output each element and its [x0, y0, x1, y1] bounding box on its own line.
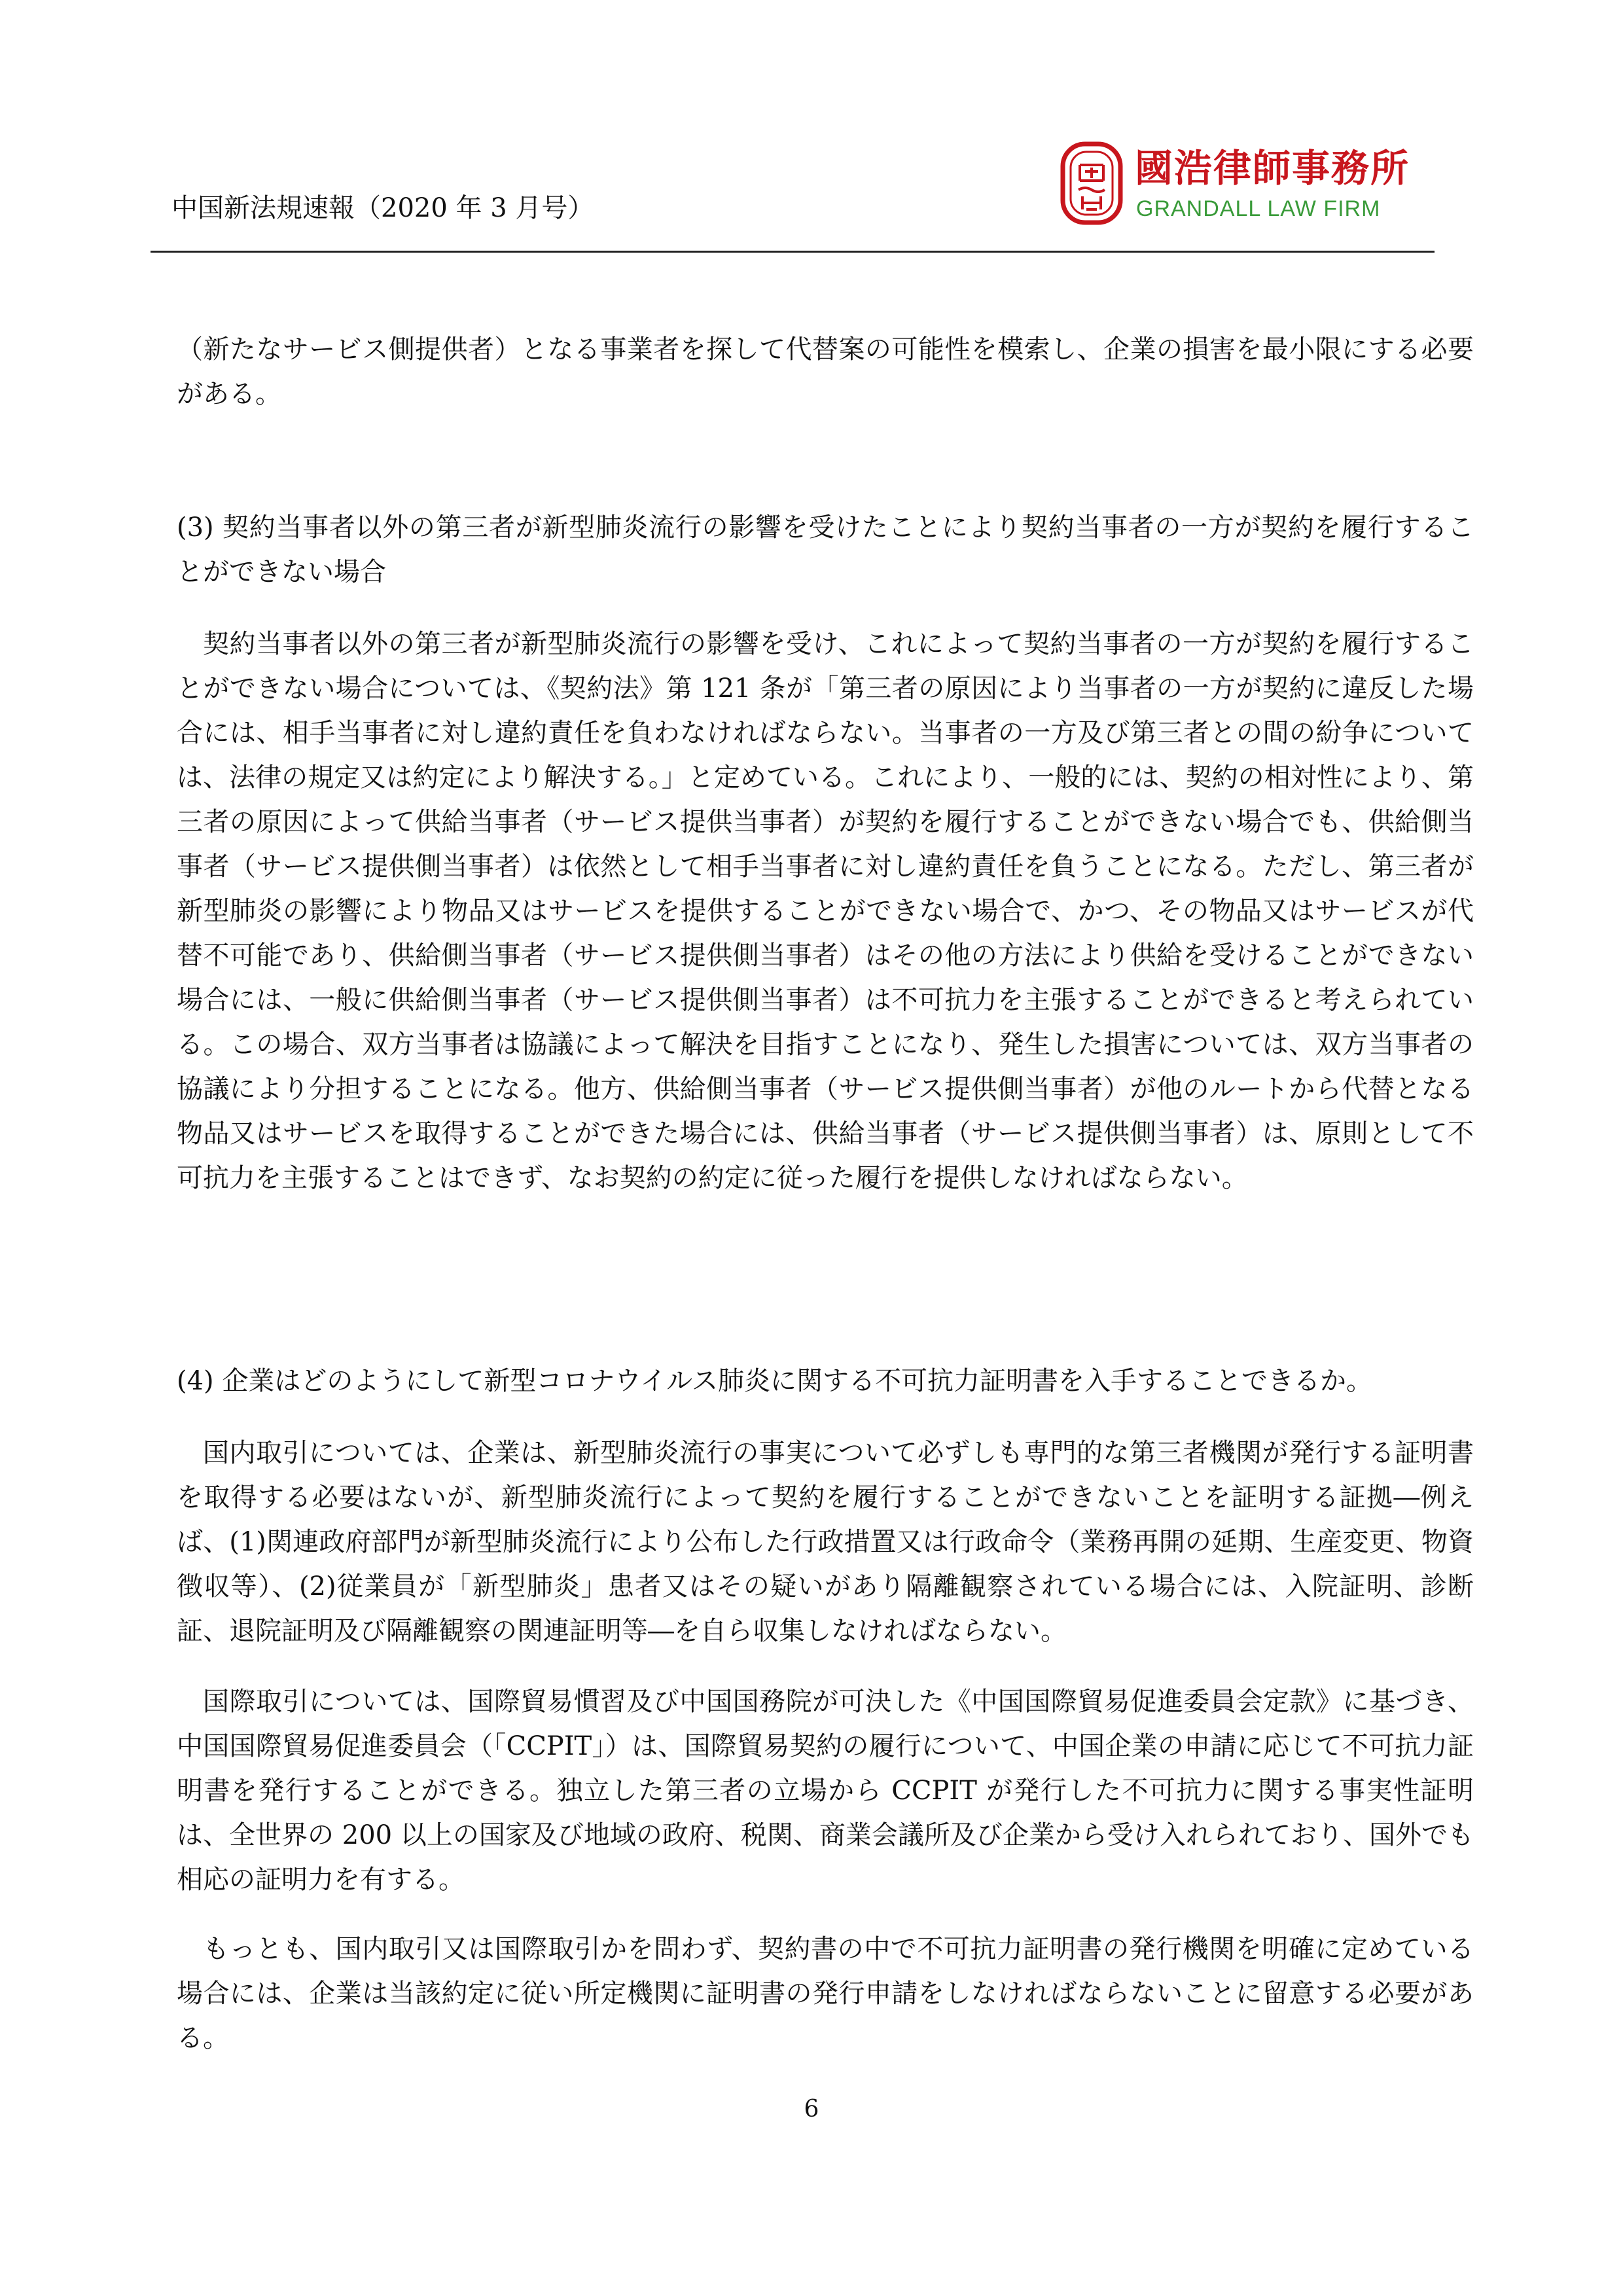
paragraph-continuation: （新たなサービス側提供者）となる事業者を探して代替案の可能性を模索し、企業の損害を最小限にする必要がある。 [177, 334, 1474, 409]
header-title: 中国新法規速報（2020 年 3 月号） [171, 193, 594, 223]
paragraph-issuing-institution: もっとも、国内取引又は国際取引かを問わず、契約書の中で不可抗力証明書の発行機関を明確に定めている場合には、企業は当該約定に従い所定機関に証明書の発行申請をしなければならないことに留意する必要がある。 [177, 1934, 1474, 2053]
paragraph-section-3: 契約当事者以外の第三者が新型肺炎流行の影響を受け、これによって契約当事者の一方が契約を履行することができない場合については、《契約法》第 121 条が「第三者の原因により当事者の一方が契約に違反した場合には、相手当事者に対し違約責任を負わなければならない。当事者の一方及び第三者との間の紛争については、法律の規定又は約定により解決する。」と定めている。これにより、一般的には、契約の相対性により、第三者の原因によって供給当事者（サービス提供当事者）が契約を履行することができない場合でも、供給側当事者（サービス提供側当事者）は依然として相手当事者に対し違約責任を負うことになる。ただし、第三者が新型肺炎の影響により物品又はサービスを提供することができない場合で、かつ、その物品又はサービスが代替不可能であり、供給側当事者（サービス提供側当事者）はその他の方法により供給を受けることができない場合には、一般に供給側当事者（サービス提供側当事者）は不可抗力を主張することができると考えられている。この場合、双方当事者は協議によって解決を目指すことになり、発生した損害については、双方当事者の協議により分担することになる。他方、供給側当事者（サービス提供側当事者）が他のルートから代替となる物品又はサービスを取得することができた場合には、供給当事者（サービス提供側当事者）は、原則として不可抗力を主張することはできず、なお契約の約定に従った履行を提供しなければならない。 [177, 629, 1474, 1193]
seal-icon [1060, 141, 1123, 225]
logo-chinese-name: 國浩律師事務所 [1135, 146, 1410, 190]
header-divider [151, 251, 1435, 253]
page-number: 6 [804, 2096, 819, 2123]
logo-english-name: GRANDALL LAW FIRM [1136, 196, 1381, 221]
section-heading-3: (3) 契約当事者以外の第三者が新型肺炎流行の影響を受けたことにより契約当事者の一方が契約を履行することができない場合 [177, 512, 1474, 587]
section-heading-4: (4) 企業はどのようにして新型コロナウイルス肺炎に関する不可抗力証明書を入手することできるか。 [177, 1366, 1372, 1396]
paragraph-international-trade: 国際取引については、国際貿易慣習及び中国国務院が可決した《中国国際貿易促進委員会定款》に基づき、中国国際貿易促進委員会（「CCPIT」）は、国際貿易契約の履行について、中国企業の申請に応じて不可抗力証明書を発行することができる。独立した第三者の立場から CCPIT が発行した不可抗力に関する事実性証明は、全世界の 200 以上の国家及び地域の政府、税関、商業会議所及び企業から受け入れられており、国外でも相応の証明力を有する。 [177, 1687, 1474, 1895]
paragraph-domestic-trade: 国内取引については、企業は、新型肺炎流行の事実について必ずしも専門的な第三者機関が発行する証明書を取得する必要はないが、新型肺炎流行によって契約を履行することができないことを証明する証拠―例えば、(1)関連政府部門が新型肺炎流行により公布した行政措置又は行政命令（業務再開の延期、生産変更、物資徴収等）、(2)従業員が「新型肺炎」患者又はその疑いがあり隔離観察されている場合には、入院証明、診断証、退院証明及び隔離観察の関連証明等―を自ら収集しなければならない。 [177, 1438, 1474, 1646]
firm-logo [1060, 141, 1427, 233]
